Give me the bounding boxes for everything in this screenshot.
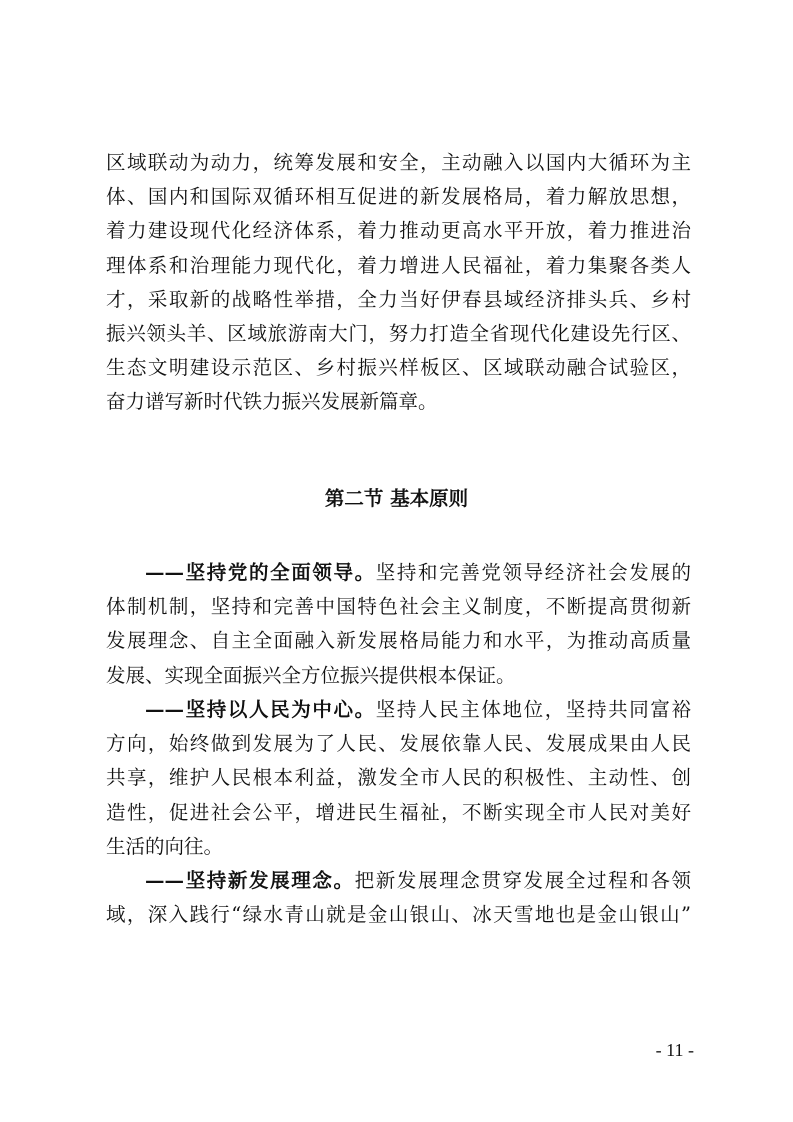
principle-first-line <box>106 693 691 727</box>
text-line: 造性，促进社会公平，增进民生福祉，不断实现全市人民对美好 <box>106 800 691 824</box>
text-line: 奋力谱写新时代铁力振兴发展新篇章。 <box>106 390 438 414</box>
text-line: 发展理念、自主全面融入新发展格局能力和水平，为推动高质量 <box>106 629 691 653</box>
text-line: 理体系和治理能力现代化，着力增进人民福祉，着力集聚各类人 <box>106 253 691 277</box>
text-line: 共享，维护人民根本利益，激发全市人民的积极性、主动性、创 <box>106 766 691 790</box>
principle-text: 把新发展理念贯穿发展全过程和各领 <box>354 869 691 892</box>
text-line: 振兴领头羊、区域旅游南大门，努力打造全省现代化建设先行区、 <box>106 321 691 345</box>
page-number: - 11 - <box>655 1040 694 1060</box>
principle-text: 坚持人民主体地位，坚持共同富裕 <box>375 698 691 721</box>
principle-new-development <box>106 864 691 932</box>
text-line: 体、国内和国际双循环相互促进的新发展格局，着力解放思想， <box>106 185 691 209</box>
text-line: 生态文明建设示范区、乡村振兴样板区、区域联动融合试验区， <box>106 356 691 380</box>
principle-people-centered <box>106 693 691 864</box>
intro-paragraph <box>106 146 691 420</box>
text-line: 方向，始终做到发展为了人民、发展依靠人民、发展成果由人民 <box>106 732 691 756</box>
text-line: 着力建设现代化经济体系，着力推动更高水平开放，着力推进治 <box>106 219 691 243</box>
text-line: 生活的向往。 <box>106 834 224 858</box>
principle-first-line <box>106 864 691 898</box>
principle-text: 坚持和完善党领导经济社会发展的 <box>375 561 691 584</box>
principle-first-line <box>106 556 691 590</box>
principle-title: ——坚持党的全面领导。 <box>145 561 376 584</box>
principle-title: ——坚持以人民为中心。 <box>145 698 376 721</box>
principle-party-leadership <box>106 556 691 693</box>
text-line: 区域联动为动力，统筹发展和安全，主动融入以国内大循环为主 <box>106 151 691 174</box>
text-line: 域，深入践行“绿水青山就是金山银山、冰天雪地也是金山银山” <box>106 903 691 927</box>
section-heading: 第二节 基本原则 <box>324 487 469 510</box>
text-line: 发展、实现全面振兴全方位振兴提供根本保证。 <box>106 663 516 687</box>
text-line: 才，采取新的战略性举措，全力当好伊春县域经济排头兵、乡村 <box>106 287 691 311</box>
principle-title: ——坚持新发展理念。 <box>145 869 355 892</box>
text-line: 体制机制，坚持和完善中国特色社会主义制度，不断提高贯彻新 <box>106 595 691 619</box>
